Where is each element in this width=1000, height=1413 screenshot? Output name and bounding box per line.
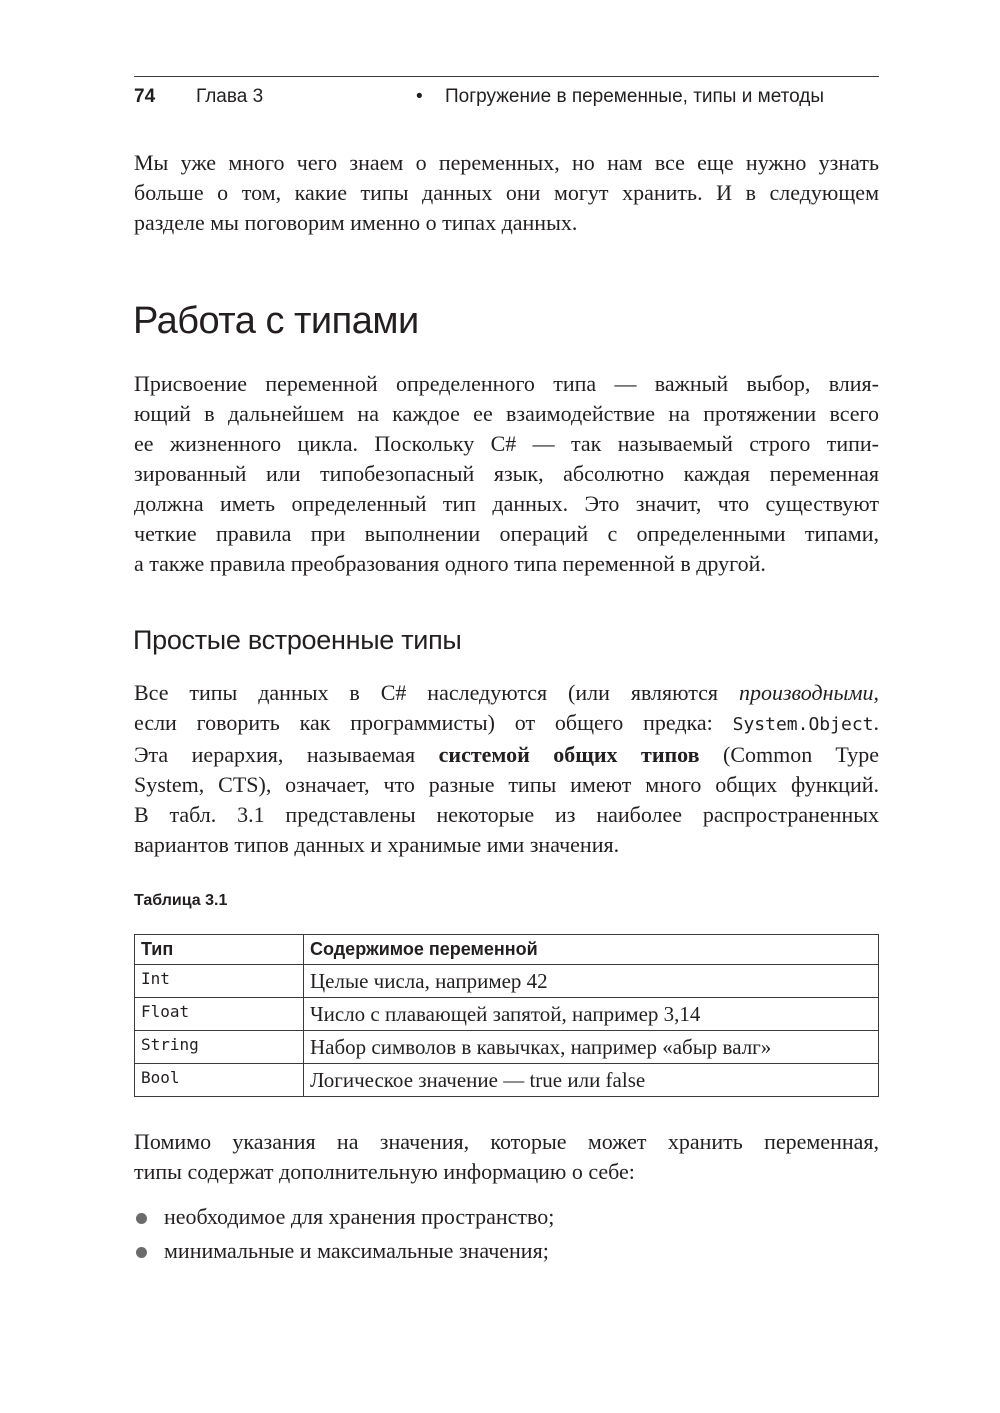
text-line: Помимо указания на значения, которые может хранить переменная,	[134, 1129, 879, 1154]
chapter-label: Глава 3	[196, 86, 264, 107]
intro-paragraph	[134, 148, 879, 238]
page-number: 74	[134, 86, 156, 107]
type-cell: Float	[135, 998, 304, 1031]
text-line	[134, 678, 879, 708]
text-line: ее жизненного цикла. Поскольку C# — так называемый строго типи-	[134, 431, 879, 456]
text-run: (Common Type	[699, 742, 879, 767]
header-separator: •	[416, 86, 423, 107]
list-item	[134, 1236, 879, 1270]
text-run: ,	[873, 680, 879, 705]
bullet-icon	[136, 1213, 147, 1224]
bullet-list	[134, 1202, 879, 1270]
column-header-content: Содержимое переменной	[304, 935, 879, 965]
content-cell: Число с плавающей запятой, например 3,14	[304, 998, 879, 1031]
text-line	[134, 740, 879, 770]
text-line: четкие правила при выполнении операций с определенными типами,	[134, 521, 879, 546]
inline-code: System.Object	[732, 714, 874, 735]
section-heading: Работа с типами	[133, 300, 419, 342]
text-line: В табл. 3.1 представлены некоторые из наиболее распространенных	[134, 802, 879, 827]
type-cell: Int	[135, 965, 304, 998]
text-line: а также правила преобразования одного типа переменной в другой.	[134, 551, 766, 576]
after-table-paragraph	[134, 1127, 879, 1187]
table-caption: Таблица 3.1	[134, 892, 228, 909]
table-row	[135, 1031, 879, 1064]
list-item-text: необходимое для хранения пространство;	[164, 1204, 555, 1229]
text-line: больше о том, какие типы данных они могут хранить. И в следующем	[134, 180, 879, 205]
text-line: должна иметь определенный тип данных. Это значит, что существуют	[134, 491, 879, 516]
text-line	[134, 708, 879, 740]
bold-term: системой общих типов	[438, 742, 700, 767]
types-table	[134, 934, 879, 1097]
subsection-heading: Простые встроенные типы	[133, 625, 462, 655]
text-line: зированный или типобезопасный язык, абсолютно каждая переменная	[134, 461, 879, 486]
text-run: Все типы данных в C# наследуются (или являются	[134, 680, 739, 705]
text-line: разделе мы поговорим именно о типах данных.	[134, 210, 578, 235]
text-run: .	[873, 710, 879, 735]
content-cell: Логическое значение — true или false	[304, 1064, 879, 1097]
text-line: вариантов типов данных и хранимые ими значения.	[134, 832, 620, 857]
content-cell: Набор символов в кавычках, например «абыр валг»	[304, 1031, 879, 1064]
bullet-icon	[136, 1247, 147, 1258]
list-item-text: минимальные и максимальные значения;	[164, 1238, 549, 1263]
text-line: типы содержат дополнительную информацию о себе:	[134, 1159, 635, 1184]
running-header	[134, 76, 879, 113]
chapter-title: Погружение в переменные, типы и методы	[445, 86, 825, 107]
text-line: Присвоение переменной определенного типа — важный выбор, влия-	[134, 371, 879, 396]
italic-term: производными	[738, 680, 874, 705]
text-line: System, CTS), означает, что разные типы имеют много общих функций.	[134, 772, 879, 797]
table-row	[135, 998, 879, 1031]
content-cell: Целые числа, например 42	[304, 965, 879, 998]
section2-paragraph	[134, 678, 879, 860]
table-row	[135, 1064, 879, 1097]
list-item	[134, 1202, 879, 1236]
type-cell: Bool	[135, 1064, 304, 1097]
type-cell: String	[135, 1031, 304, 1064]
text-run: если говорить как программисты) от общего предка:	[134, 710, 733, 735]
section1-paragraph	[134, 369, 879, 579]
text-line: ющий в дальнейшем на каждое ее взаимодействие на протяжении всего	[134, 401, 879, 426]
column-header-type: Тип	[135, 935, 304, 965]
table-header-row	[135, 935, 879, 965]
text-run: Эта иерархия, называемая	[134, 742, 439, 767]
text-line: Мы уже много чего знаем о переменных, но нам все еще нужно узнать	[134, 150, 879, 175]
table-row	[135, 965, 879, 998]
